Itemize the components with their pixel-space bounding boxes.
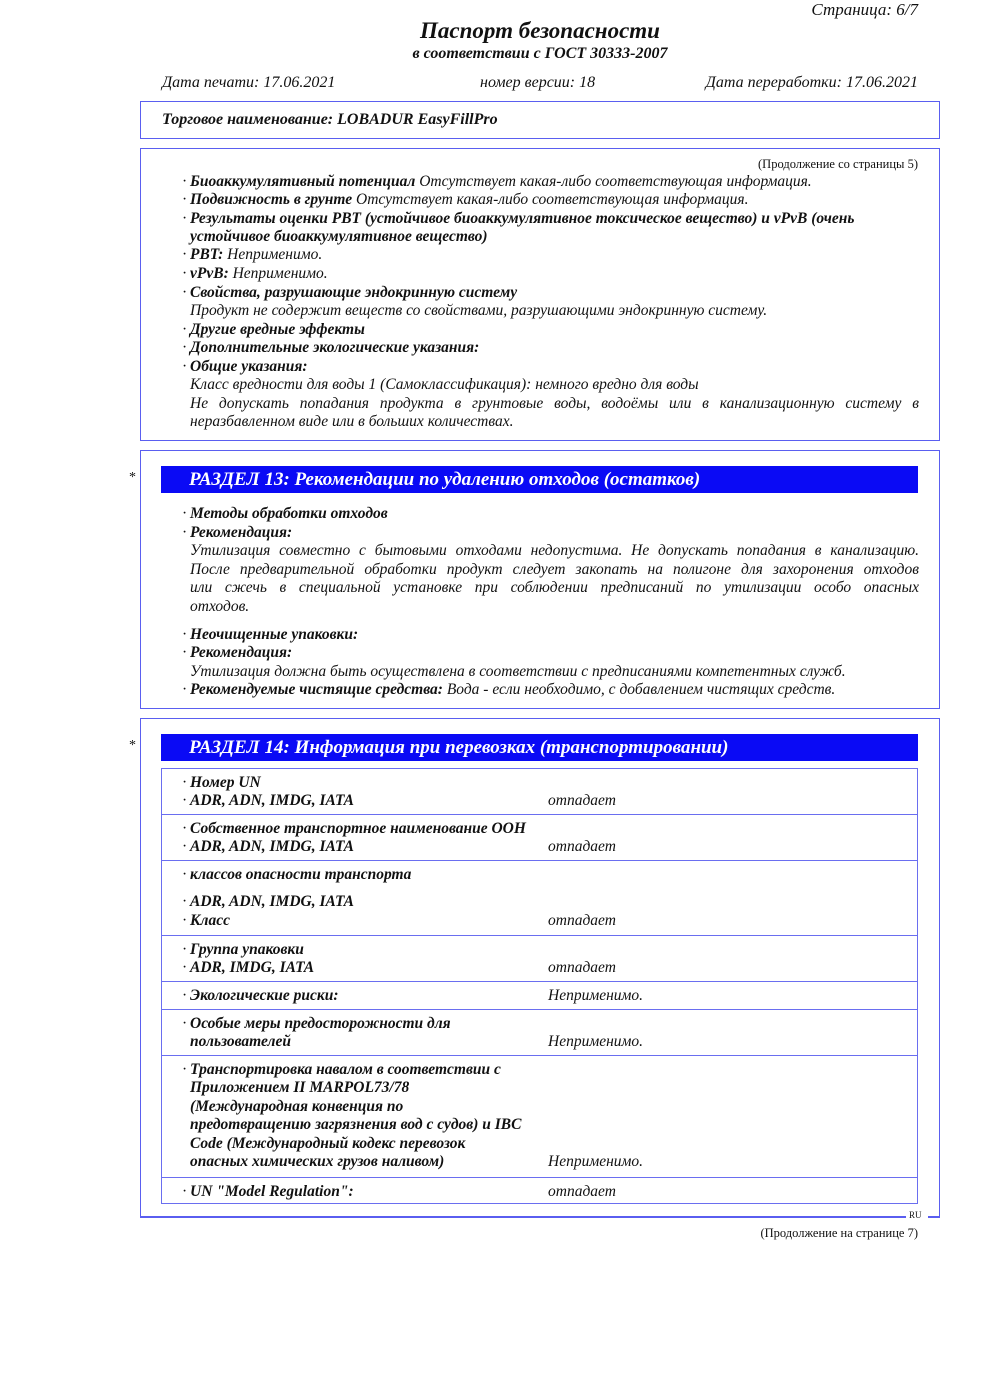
bullet: · bbox=[182, 838, 188, 856]
bullet: · bbox=[182, 959, 188, 977]
uncleaned-packaging: Неочищенные упаковки: bbox=[190, 626, 359, 643]
bullet: · bbox=[182, 173, 188, 190]
bullet: · bbox=[182, 524, 188, 541]
bullet: · bbox=[182, 774, 188, 791]
language-code: RU bbox=[909, 1210, 922, 1220]
transport-label: Экологические риски: bbox=[190, 987, 339, 1004]
recommendation-line-4: отходов. bbox=[190, 598, 250, 615]
waste-methods: Методы обработки отходов bbox=[190, 505, 388, 522]
general-line-3: неразбавленном виде или в больших количествах. bbox=[190, 413, 514, 430]
bullet: · bbox=[182, 1015, 188, 1032]
print-date: Дата печати: 17.06.2021 bbox=[162, 74, 336, 91]
bullet: · bbox=[182, 284, 188, 301]
transport-value: Неприменимо. bbox=[548, 987, 644, 1004]
transport-label: UN "Model Regulation": bbox=[190, 1183, 354, 1200]
document-subtitle: в соответствии с ГОСТ 30333-2007 bbox=[412, 45, 668, 62]
transport-value: отпадает bbox=[548, 911, 616, 929]
box-bottom-rule bbox=[140, 1216, 906, 1218]
recommendation-line-1: Утилизация совместно с бытовыми отходами недопустима. Не допускать попадания в канализацию. bbox=[190, 542, 919, 559]
bullet: · bbox=[182, 911, 188, 929]
endocrine-label: Свойства, разрушающие эндокринную систему bbox=[190, 284, 518, 301]
bullet: · bbox=[182, 644, 188, 661]
pbt-line: PBT: Неприменимо. bbox=[190, 246, 323, 263]
transport-label: Номер UN bbox=[190, 774, 261, 791]
bullet: · bbox=[182, 820, 188, 837]
transport-label: (Международная конвенция по bbox=[190, 1097, 404, 1115]
additional-eco: Дополнительные экологические указания: bbox=[190, 339, 480, 356]
transport-label: предотвращению загрязнения вод с судов) и IBC bbox=[190, 1116, 522, 1134]
transport-label: Собственное транспортное наименование ООН bbox=[190, 820, 526, 837]
document-title: Паспорт безопасности bbox=[420, 18, 660, 43]
transport-value: отпадает bbox=[548, 792, 616, 810]
transport-label: пользователей bbox=[190, 1033, 291, 1051]
bullet: · bbox=[182, 626, 188, 643]
pbt-title-line-1: Результаты оценки PBT (устойчивое биоаккумулятивное токсическое вещество) и vPvB (очень bbox=[190, 210, 855, 227]
bullet: · bbox=[182, 987, 188, 1004]
recommendation-2-value: Утилизация должна быть осуществлена в соответствии с предписаниями компетентных служб. bbox=[190, 663, 846, 680]
transport-value: отпадает bbox=[548, 959, 616, 977]
mobility-line: Подвижность в грунте Отсутствует какая-либо соответствующая информация. bbox=[190, 191, 749, 208]
transport-label: ADR, ADN, IMDG, IATA bbox=[190, 792, 354, 810]
transport-label: опасных химических грузов наливом) bbox=[190, 1153, 445, 1170]
transport-value: Неприменимо. bbox=[548, 1153, 644, 1170]
general-line-2: Не допускать попадания продукта в грунтовые воды, водоёмы или в канализационную систему в bbox=[190, 395, 919, 412]
transport-label: ADR, ADN, IMDG, IATA bbox=[190, 893, 354, 911]
transport-value: отпадает bbox=[548, 1183, 616, 1200]
general-line-1: Класс вредности для воды 1 (Самоклассификация): немного вредно для воды bbox=[190, 376, 699, 393]
trade-name-box bbox=[140, 101, 940, 139]
section-14-header: РАЗДЕЛ 14: Информация при перевозках (транспортировании) bbox=[161, 734, 918, 761]
bullet: · bbox=[182, 893, 188, 911]
transport-label: Code (Международный кодекс перевозок bbox=[190, 1134, 466, 1152]
bullet: · bbox=[182, 866, 188, 883]
trade-name: Торговое наименование: LOBADUR EasyFillPro bbox=[162, 111, 498, 128]
cleaning-agents-line: Рекомендуемые чистящие средства: Вода - если необходимо, с добавлением чистящих средств. bbox=[190, 681, 836, 698]
bullet: · bbox=[182, 339, 188, 356]
bullet: · bbox=[182, 321, 188, 338]
transport-label: ADR, IMDG, IATA bbox=[190, 959, 315, 977]
transport-value: отпадает bbox=[548, 838, 616, 856]
transport-label: ADR, ADN, IMDG, IATA bbox=[190, 838, 354, 856]
bullet: · bbox=[182, 681, 188, 698]
bullet: · bbox=[182, 941, 188, 958]
continued-from: (Продолжение со страницы 5) bbox=[758, 157, 918, 171]
transport-label: Транспортировка навалом в соответствии с bbox=[190, 1061, 501, 1078]
recommendation-line-2: После предварительной обработки продукт следует закопать на полигоне для захоронения отходов bbox=[190, 561, 919, 578]
box-bottom-rule-end bbox=[928, 1216, 940, 1218]
bullet: · bbox=[182, 792, 188, 810]
recommendation-label: Рекомендация: bbox=[190, 524, 293, 541]
transport-label: Приложением II MARPOL73/78 bbox=[190, 1079, 410, 1097]
bullet: · bbox=[182, 265, 188, 282]
general-label: Общие указания: bbox=[190, 358, 308, 375]
transport-label: Группа упаковки bbox=[190, 941, 304, 958]
bullet: · bbox=[182, 1061, 188, 1078]
version-number: номер версии: 18 bbox=[480, 74, 596, 91]
revision-marker: * bbox=[129, 470, 136, 485]
transport-value: Неприменимо. bbox=[548, 1033, 644, 1051]
bullet: · bbox=[182, 210, 188, 227]
bullet: · bbox=[182, 191, 188, 208]
transport-label: Класс bbox=[190, 911, 230, 929]
other-effects: Другие вредные эффекты bbox=[190, 321, 365, 338]
revision-marker: * bbox=[129, 738, 136, 753]
bullet: · bbox=[182, 358, 188, 375]
recommendation-line-3: или сжечь в специальной установке при соблюдении предписаний по утилизации особо опасных bbox=[190, 579, 919, 596]
bullet: · bbox=[182, 505, 188, 522]
continued-on: (Продолжение на странице 7) bbox=[760, 1226, 918, 1240]
vpvb-line: vPvB: Неприменимо. bbox=[190, 265, 328, 282]
bullet: · bbox=[182, 246, 188, 263]
endocrine-value: Продукт не содержит веществ со свойствами, разрушающими эндокринную систему. bbox=[190, 302, 768, 319]
transport-label: Особые меры предосторожности для bbox=[190, 1015, 451, 1032]
page-number: Страница: 6/7 bbox=[811, 0, 918, 19]
pbt-title-line-2: устойчивое биоаккумулятивное вещество) bbox=[190, 228, 488, 245]
section-13-header: РАЗДЕЛ 13: Рекомендации по удалению отходов (остатков) bbox=[161, 466, 918, 493]
revision-date: Дата переработки: 17.06.2021 bbox=[705, 74, 918, 91]
bullet: · bbox=[182, 1183, 188, 1200]
transport-label: классов опасности транспорта bbox=[190, 866, 412, 883]
bioaccumulation-line: Биоаккумулятивный потенциал Отсутствует какая-либо соответствующая информация. bbox=[190, 173, 812, 190]
recommendation-2-label: Рекомендация: bbox=[190, 644, 293, 661]
